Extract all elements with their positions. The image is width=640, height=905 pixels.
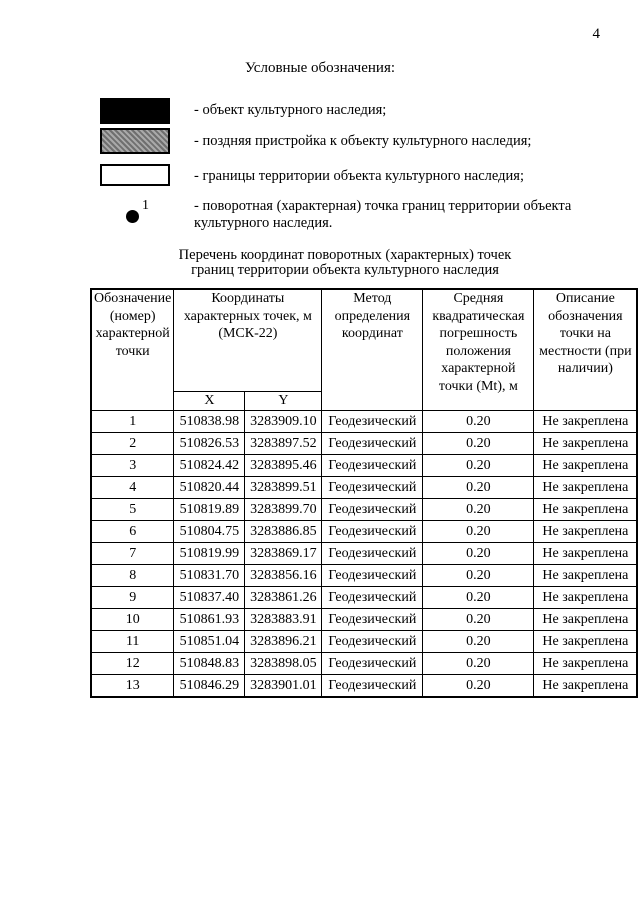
cell-point-number: 10 bbox=[91, 609, 174, 631]
cell-description: Не закреплена bbox=[534, 609, 638, 631]
table-row bbox=[91, 543, 637, 565]
cell-mt: 0.20 bbox=[423, 477, 534, 499]
table-row bbox=[91, 565, 637, 587]
cell-method: Геодезический bbox=[322, 411, 423, 433]
cell-x: 510861.93 bbox=[174, 609, 245, 631]
page-number: 4 bbox=[592, 26, 600, 42]
cell-x: 510820.44 bbox=[174, 477, 245, 499]
cell-method: Геодезический bbox=[322, 653, 423, 675]
cell-description: Не закреплена bbox=[534, 653, 638, 675]
cell-mt: 0.20 bbox=[423, 433, 534, 455]
cell-point-number: 5 bbox=[91, 499, 174, 521]
cell-mt: 0.20 bbox=[423, 411, 534, 433]
cell-y: 3283901.01 bbox=[245, 675, 322, 698]
header-description: Описание обозначения точки на местности (при наличии) bbox=[534, 289, 638, 411]
header-method: Метод определения координат bbox=[322, 289, 423, 411]
cell-y: 3283909.10 bbox=[245, 411, 322, 433]
cell-y: 3283886.85 bbox=[245, 521, 322, 543]
cell-description: Не закреплена bbox=[534, 433, 638, 455]
cell-description: Не закреплена bbox=[534, 477, 638, 499]
cell-method: Геодезический bbox=[322, 565, 423, 587]
cell-method: Геодезический bbox=[322, 543, 423, 565]
cell-method: Геодезический bbox=[322, 477, 423, 499]
cell-point-number: 13 bbox=[91, 675, 174, 698]
cell-x: 510846.29 bbox=[174, 675, 245, 698]
cell-y: 3283898.05 bbox=[245, 653, 322, 675]
table-row bbox=[91, 433, 637, 455]
legend-text: - поздняя пристройка к объекту культурного наследия; bbox=[194, 133, 532, 149]
cell-point-number: 1 bbox=[91, 411, 174, 433]
cell-mt: 0.20 bbox=[423, 631, 534, 653]
cell-x: 510819.99 bbox=[174, 543, 245, 565]
legend-text: - объект культурного наследия; bbox=[194, 102, 387, 118]
cell-point-number: 6 bbox=[91, 521, 174, 543]
cell-mt: 0.20 bbox=[423, 543, 534, 565]
cell-method: Геодезический bbox=[322, 521, 423, 543]
cell-point-number: 7 bbox=[91, 543, 174, 565]
cell-y: 3283869.17 bbox=[245, 543, 322, 565]
cell-method: Геодезический bbox=[322, 455, 423, 477]
point-marker-label: 1 bbox=[142, 198, 149, 213]
table-row bbox=[91, 411, 637, 433]
cell-mt: 0.20 bbox=[423, 455, 534, 477]
cell-y: 3283899.70 bbox=[245, 499, 322, 521]
cell-point-number: 9 bbox=[91, 587, 174, 609]
cell-mt: 0.20 bbox=[423, 653, 534, 675]
cell-method: Геодезический bbox=[322, 433, 423, 455]
point-marker-icon bbox=[100, 198, 170, 224]
legend-item-territory-border bbox=[100, 164, 524, 186]
cell-y: 3283895.46 bbox=[245, 455, 322, 477]
cell-y: 3283856.16 bbox=[245, 565, 322, 587]
black-fill-rectangle-icon bbox=[100, 98, 170, 124]
table-row bbox=[91, 653, 637, 675]
cell-point-number: 8 bbox=[91, 565, 174, 587]
list-title-line-1: Перечень координат поворотных (характерных) точек bbox=[178, 247, 512, 263]
legend-title: Условные обозначения: bbox=[244, 60, 396, 76]
cell-description: Не закреплена bbox=[534, 543, 638, 565]
table-row bbox=[91, 587, 637, 609]
cell-point-number: 2 bbox=[91, 433, 174, 455]
cell-x: 510824.42 bbox=[174, 455, 245, 477]
table-row bbox=[91, 477, 637, 499]
cell-mt: 0.20 bbox=[423, 609, 534, 631]
cell-y: 3283899.51 bbox=[245, 477, 322, 499]
cell-x: 510826.53 bbox=[174, 433, 245, 455]
cell-x: 510851.04 bbox=[174, 631, 245, 653]
cell-y: 3283883.91 bbox=[245, 609, 322, 631]
cell-y: 3283861.26 bbox=[245, 587, 322, 609]
outline-rectangle-icon bbox=[100, 164, 170, 186]
legend-item-heritage-object bbox=[100, 98, 386, 124]
list-title bbox=[0, 248, 640, 278]
cell-mt: 0.20 bbox=[423, 565, 534, 587]
table-row bbox=[91, 609, 637, 631]
list-title-line-2: границ территории объекта культурного наследия bbox=[191, 262, 499, 278]
cell-point-number: 12 bbox=[91, 653, 174, 675]
table-row bbox=[91, 455, 637, 477]
cell-method: Геодезический bbox=[322, 631, 423, 653]
table-row bbox=[91, 675, 637, 698]
cell-method: Геодезический bbox=[322, 499, 423, 521]
cell-description: Не закреплена bbox=[534, 587, 638, 609]
legend-item-turning-point bbox=[100, 198, 594, 232]
cell-mt: 0.20 bbox=[423, 521, 534, 543]
legend-text: - границы территории объекта культурного наследия; bbox=[194, 168, 524, 184]
cell-description: Не закреплена bbox=[534, 499, 638, 521]
cell-description: Не закреплена bbox=[534, 675, 638, 698]
coordinates-table bbox=[90, 288, 638, 698]
header-x: X bbox=[174, 392, 245, 411]
cell-method: Геодезический bbox=[322, 587, 423, 609]
header-designation: Обозначение (номер) характерной точки bbox=[91, 289, 174, 411]
cell-mt: 0.20 bbox=[423, 499, 534, 521]
cell-description: Не закреплена bbox=[534, 521, 638, 543]
cell-x: 510838.98 bbox=[174, 411, 245, 433]
cell-x: 510837.40 bbox=[174, 587, 245, 609]
header-y: Y bbox=[245, 392, 322, 411]
cell-mt: 0.20 bbox=[423, 587, 534, 609]
cell-description: Не закреплена bbox=[534, 631, 638, 653]
cell-description: Не закреплена bbox=[534, 411, 638, 433]
cell-x: 510804.75 bbox=[174, 521, 245, 543]
header-error: Средняя квадратическая погрешность положения характерной точки (Mt), м bbox=[423, 289, 534, 411]
cell-y: 3283897.52 bbox=[245, 433, 322, 455]
cell-x: 510831.70 bbox=[174, 565, 245, 587]
cell-mt: 0.20 bbox=[423, 675, 534, 698]
header-coordinates: Координаты характерных точек, м (МСК-22) bbox=[174, 289, 322, 392]
cell-method: Геодезический bbox=[322, 675, 423, 698]
cell-description: Не закреплена bbox=[534, 455, 638, 477]
cell-y: 3283896.21 bbox=[245, 631, 322, 653]
table-row bbox=[91, 631, 637, 653]
table-row bbox=[91, 499, 637, 521]
table-row bbox=[91, 521, 637, 543]
legend-item-later-extension bbox=[100, 128, 531, 154]
cell-x: 510819.89 bbox=[174, 499, 245, 521]
gray-fill-rectangle-icon bbox=[100, 128, 170, 154]
legend-text: - поворотная (характерная) точка границ территории объекта культурного наследия. bbox=[194, 198, 572, 231]
cell-point-number: 11 bbox=[91, 631, 174, 653]
cell-method: Геодезический bbox=[322, 609, 423, 631]
cell-point-number: 4 bbox=[91, 477, 174, 499]
cell-point-number: 3 bbox=[91, 455, 174, 477]
cell-description: Не закреплена bbox=[534, 565, 638, 587]
cell-x: 510848.83 bbox=[174, 653, 245, 675]
